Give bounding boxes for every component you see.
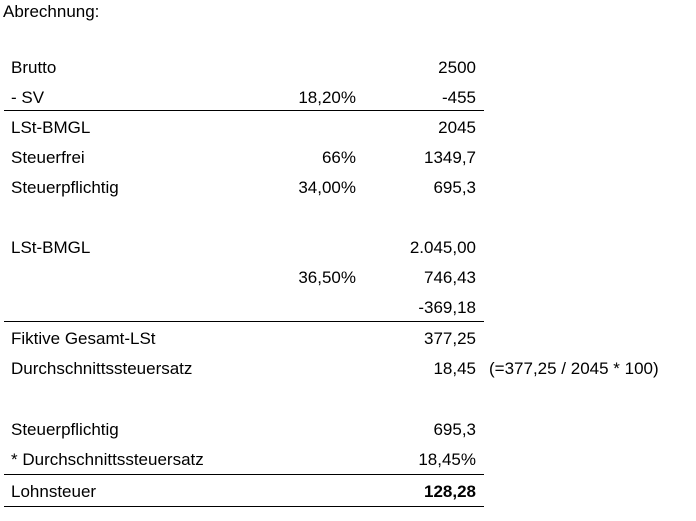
row-value: -455 [441, 88, 476, 107]
row-value: 18,45% [418, 450, 476, 469]
table-row [0, 477, 696, 507]
row-label: - SV [11, 88, 45, 107]
row-label: Steuerpflichtig [11, 420, 119, 439]
table-row [0, 263, 696, 293]
row-value: 2045 [438, 118, 476, 137]
row-label: Brutto [11, 58, 57, 77]
page-title: Abrechnung: [3, 2, 100, 21]
table-row [0, 415, 696, 445]
divider [4, 474, 484, 475]
row-note: (=377,25 / 2045 * 100) [489, 359, 659, 378]
row-percent: 36,50% [298, 268, 356, 287]
total-value: 128,28 [424, 482, 476, 501]
row-value: 377,25 [424, 329, 476, 348]
row-label: LSt-BMGL [11, 118, 91, 137]
row-percent: 18,20% [298, 88, 356, 107]
row-label: * Durchschnittssteuersatz [11, 450, 204, 469]
table-row [0, 83, 696, 113]
divider [4, 110, 484, 111]
table-row [0, 293, 696, 323]
row-value: 1349,7 [424, 148, 476, 167]
row-label: Durchschnittssteuersatz [11, 359, 193, 378]
table-row [0, 324, 696, 354]
table-row [0, 173, 696, 203]
row-label: Steuerpflichtig [11, 178, 119, 197]
table-row [0, 113, 696, 143]
row-value: 2.045,00 [409, 238, 476, 257]
table-row [0, 53, 696, 83]
table-row [0, 143, 696, 173]
table-row [0, 233, 696, 263]
row-value: 2500 [438, 58, 476, 77]
row-percent: 34,00% [298, 178, 356, 197]
row-value: 18,45 [433, 359, 476, 378]
row-label: LSt-BMGL [11, 238, 91, 257]
table-row [0, 445, 696, 475]
row-value: -369,18 [418, 298, 476, 317]
divider [4, 506, 484, 507]
row-value: 695,3 [433, 420, 476, 439]
row-value: 746,43 [424, 268, 476, 287]
divider [4, 321, 484, 322]
row-value: 695,3 [433, 178, 476, 197]
row-label: Steuerfrei [11, 148, 85, 167]
row-label: Lohnsteuer [11, 482, 97, 501]
row-label: Fiktive Gesamt-LSt [11, 329, 156, 348]
table-row [0, 354, 696, 384]
row-percent: 66% [321, 148, 356, 167]
